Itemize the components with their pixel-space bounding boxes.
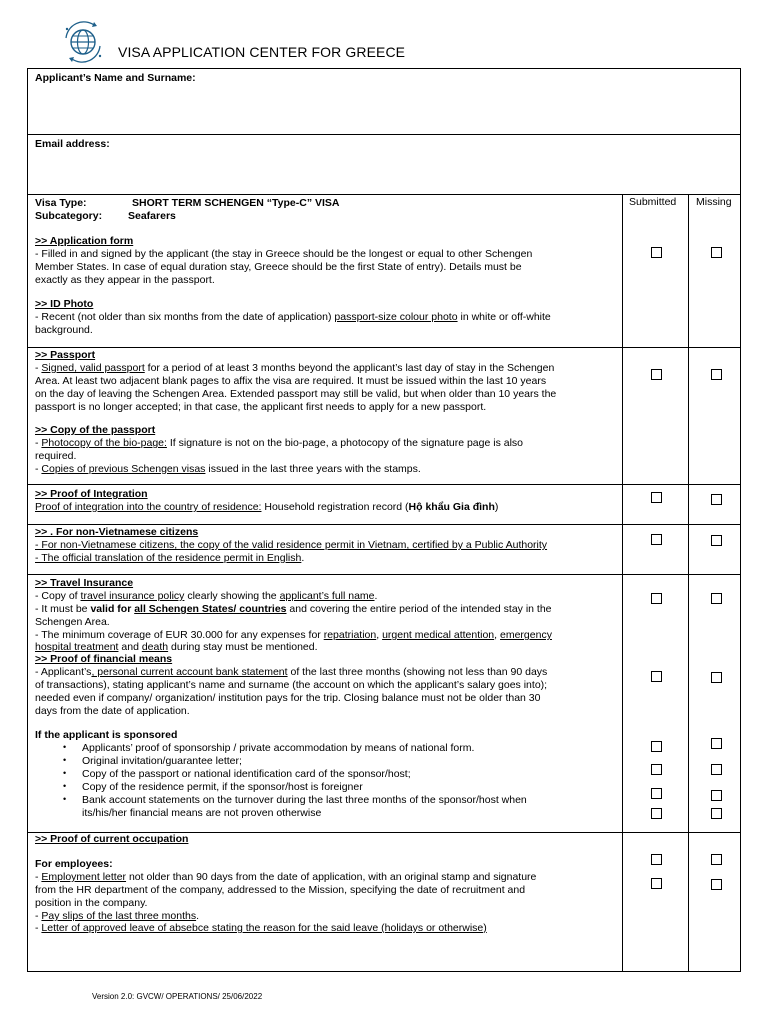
name-label: Applicant’s Name and Surname:: [35, 72, 196, 84]
checklist-table: [27, 68, 741, 972]
financial-text: of transactions), stating applicant’s name and surname (the account on which the applicant’s salary goes into);: [35, 679, 548, 691]
id-photo-title: >> ID Photo: [35, 298, 94, 310]
row-divider: [28, 484, 740, 485]
sponsored-item: Copy of the passport or national identification card of the sponsor/host;: [82, 768, 411, 780]
travel-insurance-text: hospital treatment and death during stay must be mentioned.: [35, 641, 318, 653]
passport-copy-title: >> Copy of the passport: [35, 424, 156, 436]
row-divider: [28, 134, 740, 135]
application-form-text: exactly as they appear in the passport.: [35, 274, 215, 286]
page-title: VISA APPLICATION CENTER FOR GREECE: [118, 44, 406, 60]
passport-copy-text: required.: [35, 450, 77, 462]
travel-insurance-text: - The minimum coverage of EUR 30.000 for any expenses for repatriation, urgent medical attention, emergency: [35, 629, 552, 641]
non-vietnamese-title: >> . For non-Vietnamese citizens: [35, 526, 199, 538]
sponsored-item: Bank account statements on the turnover during the last three months of the sponsor/host when: [82, 794, 527, 806]
application-form-text: - Filled in and signed by the applicant (the stay in Greece should be the longest or equal to other Schengen: [35, 248, 533, 260]
email-input-area[interactable]: [28, 151, 622, 193]
financial-text: needed even if company/ organization/ institution pays for the trip. Closing balance must not be older than 30: [35, 692, 541, 704]
occupation-text: - Pay slips of the last three months.: [35, 910, 200, 922]
occupation-subtitle: For employees:: [35, 858, 113, 870]
bullet: •: [63, 755, 67, 765]
passport-text: on the day of leaving the Schengen Area. Extended passport may still be valid, but when older than 10 years the: [35, 388, 557, 400]
sponsorship-form-submitted-checkbox[interactable]: [651, 741, 662, 752]
missing-column-header: Missing: [696, 196, 732, 208]
passport-copy-text: - Copies of previous Schengen visas issued in the last three years with the stamps.: [35, 463, 421, 475]
employment-letter-submitted-checkbox[interactable]: [651, 854, 662, 865]
travel-insurance-text: Schengen Area.: [35, 616, 110, 628]
subcategory-value: Seafarers: [128, 210, 176, 222]
visa-type-value: SHORT TERM SCHENGEN “Type-C” VISA: [132, 197, 340, 209]
sponsored-item: Applicants’ proof of sponsorship / private accommodation by means of national form.: [82, 742, 475, 754]
sponsor-passport-missing-checkbox[interactable]: [711, 790, 722, 801]
financial-text: - Applicant’s, personal current account bank statement of the last three months (showing not less than 90 days: [35, 666, 548, 678]
passport-copy-text: - Photocopy of the bio-page: If signature is not on the bio-page, a photocopy of the signature page is also: [35, 437, 524, 449]
application-form-text: Member States. In case of equal duration stay, Greece should be the first State of entry). Details must be: [35, 261, 522, 273]
sponsor-bank-statement-submitted-checkbox[interactable]: [651, 808, 662, 819]
non-vietnamese-text: - The official translation of the residence permit in English.: [35, 552, 305, 564]
submitted-column-header: Submitted: [629, 196, 677, 208]
bullet: •: [63, 781, 67, 791]
column-divider: [622, 194, 623, 972]
sponsor-bank-statement-missing-checkbox[interactable]: [711, 808, 722, 819]
sponsored-title: If the applicant is sponsored: [35, 729, 178, 741]
sponsorship-form-missing-checkbox[interactable]: [711, 738, 722, 749]
sponsored-item: its/his/her financial means are not proven otherwise: [82, 807, 322, 819]
travel-insurance-title: >> Travel Insurance: [35, 577, 134, 589]
email-label: Email address:: [35, 138, 110, 150]
pay-slips-missing-checkbox[interactable]: [711, 879, 722, 890]
visa-type-label: Visa Type:: [35, 197, 87, 209]
id-photo-text: - Recent (not older than six months from the date of application) passport-size colour photo in white or off-white: [35, 311, 551, 323]
financial-missing-checkbox[interactable]: [711, 672, 722, 683]
invitation-letter-submitted-checkbox[interactable]: [651, 764, 662, 775]
bullet: •: [63, 794, 67, 804]
sponsor-passport-submitted-checkbox[interactable]: [651, 788, 662, 799]
application-form-title: >> Application form: [35, 235, 134, 247]
row-divider: [28, 347, 740, 348]
travel-insurance-text: - Copy of travel insurance policy clearly showing the applicant’s full name.: [35, 590, 378, 602]
occupation-text: from the HR department of the company, addressed to the Mission, specifying the date of recruitment and: [35, 884, 526, 896]
integration-title: >> Proof of Integration: [35, 488, 148, 500]
subcategory-label: Subcategory:: [35, 210, 103, 222]
passport-submitted-checkbox[interactable]: [651, 369, 662, 380]
occupation-title: >> Proof of current occupation: [35, 833, 189, 845]
financial-submitted-checkbox[interactable]: [651, 671, 662, 682]
invitation-letter-missing-checkbox[interactable]: [711, 764, 722, 775]
pay-slips-submitted-checkbox[interactable]: [651, 878, 662, 889]
passport-text: passport is no longer accepted; in that case, the applicant first needs to apply for a new passport.: [35, 401, 487, 413]
integration-submitted-checkbox[interactable]: [651, 492, 662, 503]
financial-text: days from the date of application.: [35, 705, 190, 717]
financial-title: >> Proof of financial means: [35, 653, 173, 665]
version-footer: Version 2.0: GVCW/ OPERATIONS/ 25/06/2022: [92, 992, 263, 1001]
occupation-text: position in the company.: [35, 897, 148, 909]
employment-letter-missing-checkbox[interactable]: [711, 854, 722, 865]
bullet: •: [63, 742, 67, 752]
passport-text: Area. At least two adjacent blank pages to affix the visa are required. It must be issued within the last 10 years: [35, 375, 547, 387]
id-photo-text: background.: [35, 324, 93, 336]
row-divider: [28, 524, 740, 525]
non-vietnamese-missing-checkbox[interactable]: [711, 535, 722, 546]
integration-missing-checkbox[interactable]: [711, 494, 722, 505]
non-vietnamese-text: - For non-Vietnamese citizens, the copy of the valid residence permit in Vietnam, certified by a Public Authority: [35, 539, 548, 551]
passport-missing-checkbox[interactable]: [711, 369, 722, 380]
passport-text: - Signed, valid passport for a period of at least 3 months beyond the applicant’s last day of stay in the Schengen: [35, 362, 555, 374]
application-form-submitted-checkbox[interactable]: [651, 247, 662, 258]
row-divider: [28, 574, 740, 575]
sponsored-item: Original invitation/guarantee letter;: [82, 755, 242, 767]
travel-insurance-text: - It must be valid for all Schengen States/ countries and covering the entire period of the intended stay in the: [35, 603, 552, 615]
sponsored-item: Copy of the residence permit, if the sponsor/host is foreigner: [82, 781, 363, 793]
globe-logo-icon: [58, 16, 108, 66]
non-vietnamese-submitted-checkbox[interactable]: [651, 534, 662, 545]
integration-text: Proof of integration into the country of residence: Household registration record (Hộ khẩu Gia đình): [35, 501, 499, 513]
column-divider: [688, 194, 689, 972]
travel-insurance-missing-checkbox[interactable]: [711, 593, 722, 604]
row-divider: [28, 194, 740, 195]
application-form-missing-checkbox[interactable]: [711, 247, 722, 258]
occupation-text: - Letter of approved leave of absebce stating the reason for the said leave (holidays or otherwise): [35, 922, 487, 934]
occupation-text: - Employment letter not older than 90 days from the date of application, with an original stamp and signature: [35, 871, 537, 883]
name-input-area[interactable]: [28, 85, 622, 133]
passport-title: >> Passport: [35, 349, 96, 361]
bullet: •: [63, 768, 67, 778]
travel-insurance-submitted-checkbox[interactable]: [651, 593, 662, 604]
